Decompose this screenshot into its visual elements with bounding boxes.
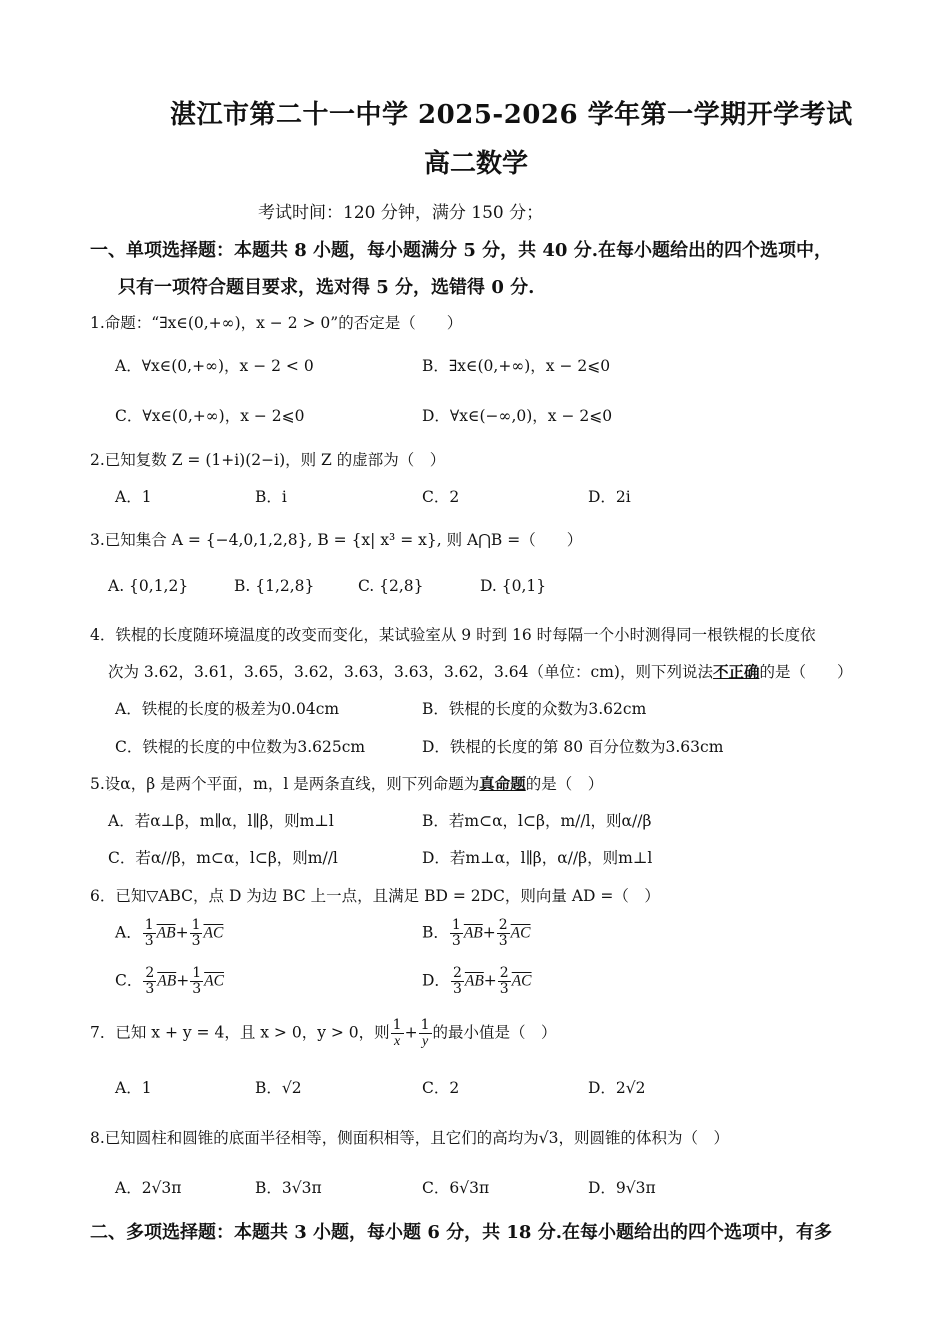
q6-option-c (115, 966, 224, 997)
q2-option-c: C．2 (422, 488, 460, 506)
q6-a-frac1 (143, 918, 156, 949)
q8-option-a: A．2√3π (115, 1179, 182, 1197)
q6-d-plus: + (483, 971, 497, 990)
q1-option-c: C．∀x∈(0,+∞)，x − 2⩽0 (115, 407, 305, 425)
q6-b-frac1-num: 1 (451, 917, 461, 933)
q5-option-a: A．若α⊥β，m∥α，l∥β，则m⊥l (108, 812, 334, 830)
section1-heading-line2: 只有一项符合题目要求，选对得 5 分，选错得 0 分. (118, 277, 535, 298)
q6-b-frac1-den: 3 (451, 933, 461, 949)
q6-c-frac2-num: 1 (192, 965, 202, 981)
q5-option-c: C．若α//β，m⊂α，l⊂β，则m//l (108, 849, 338, 867)
q5-stem (90, 772, 603, 794)
q6-d-frac1-den: 3 (452, 981, 462, 997)
q5-emphasis: 真命题 (479, 774, 526, 793)
q6-d-frac1-num: 2 (452, 965, 462, 981)
q7-stem-post: 的最小值是（ ） (432, 1023, 557, 1042)
q5-stem-pre: 5.设α，β 是两个平面，m，l 是两条直线，则下列命题为 (90, 775, 480, 793)
q6-c-label: C． (115, 971, 143, 990)
q6-b-frac1 (450, 918, 463, 949)
q6-c-vec1: $\overline{AB}$ (157, 972, 177, 990)
q5-stem-post: 的是（ ） (525, 775, 604, 793)
section1-heading-line1: 一、单项选择题：本题共 8 小题，每小题满分 5 分，共 40 分.在每小题给出的四个选项中， (90, 240, 832, 261)
q3-option-c: C. {2,8} (358, 577, 424, 595)
q4-option-c: C．铁棍的长度的中位数为3.625cm (115, 738, 366, 756)
q6-c-plus: + (176, 971, 190, 990)
q6-d-vec2: $\overline{AC}$ (511, 972, 532, 990)
q6-option-a (115, 918, 223, 949)
q2-option-d: D．2i (588, 488, 631, 506)
q4-emphasis: 不正确 (712, 662, 760, 681)
q7-frac1 (391, 1018, 404, 1049)
section2-heading-line1: 二、多项选择题：本题共 3 小题，每小题 6 分，共 18 分.在每小题给出的四个选项中，有多 (90, 1222, 832, 1243)
q6-a-frac2 (190, 918, 203, 949)
q1-option-a: A．∀x∈(0,+∞)，x − 2 < 0 (115, 357, 314, 375)
q7-stem-pre: 7．已知 x + y = 4，且 x > 0，y > 0，则 (90, 1023, 390, 1042)
subject-title: 高二数学 (424, 149, 529, 179)
q6-b-frac2 (497, 918, 510, 949)
q3-option-d: D. {0,1} (480, 577, 547, 595)
q5-option-b: B．若m⊂α，l⊂β，m//l，则α//β (422, 812, 652, 830)
q7-frac1-den: x (394, 1034, 401, 1049)
q7-option-d: D．2√2 (588, 1079, 646, 1097)
q6-b-label: B． (422, 923, 449, 942)
q7-frac2-num: 1 (420, 1017, 430, 1033)
q6-option-b (422, 918, 530, 949)
q6-a-vec1: $\overline{AB}$ (156, 924, 176, 942)
q7-option-b: B．√2 (255, 1079, 302, 1097)
q1-option-b: B．∃x∈(0,+∞)，x − 2⩽0 (422, 357, 611, 375)
q6-stem: 6．已知▽ABC，点 D 为边 BC 上一点，且满足 BD = 2DC，则向量 AD =（ ） (90, 887, 660, 905)
q4-stem-line2 (108, 660, 852, 682)
q7-option-a: A．1 (115, 1079, 152, 1097)
q7-stem (90, 1018, 557, 1049)
q3-stem: 3.已知集合 A = {−4,0,1,2,8}, B = {x| x³ = x}, 则 A⋂B =（ ） (90, 531, 583, 549)
q4-option-b: B．铁棍的长度的众数为3.62cm (422, 700, 647, 718)
q2-stem: 2.已知复数 Z = (1+i)(2−i)，则 Z 的虚部为（ ） (90, 451, 446, 469)
q4-stem-line1: 4．铁棍的长度随环境温度的改变而变化，某试验室从 9 时到 16 时每隔一个小时测得同一根铁棍的长度依 (90, 626, 816, 644)
q6-c-frac2 (190, 966, 203, 997)
q6-d-label: D． (422, 971, 450, 990)
q6-d-vec1: $\overline{AB}$ (464, 972, 484, 990)
q6-d-frac1 (451, 966, 464, 997)
q6-b-vec2: $\overline{AC}$ (510, 924, 531, 942)
q6-b-frac2-num: 2 (498, 917, 508, 933)
q6-c-vec2: $\overline{AC}$ (204, 972, 224, 990)
q4-line2-pre: 次为 3.62，3.61，3.65，3.62，3.63，3.63，3.62，3.64（单位：cm)，则下列说法 (108, 663, 713, 681)
q7-frac2 (419, 1018, 432, 1049)
q7-frac1-num: 1 (392, 1017, 402, 1033)
q6-a-frac1-num: 1 (144, 917, 154, 933)
q1-option-d: D．∀x∈(−∞,0)，x − 2⩽0 (422, 407, 613, 425)
q6-b-vec1: $\overline{AB}$ (463, 924, 483, 942)
q8-option-d: D．9√3π (588, 1179, 656, 1197)
q4-option-a: A．铁棍的长度的极差为0.04cm (115, 700, 340, 718)
q6-d-frac2 (498, 966, 511, 997)
q6-c-frac1-den: 3 (145, 981, 155, 997)
q6-a-label: A． (115, 923, 142, 942)
q6-d-frac2-num: 2 (499, 965, 509, 981)
q6-a-plus: + (175, 923, 189, 942)
q8-option-c: C．6√3π (422, 1179, 490, 1197)
q6-c-frac2-den: 3 (192, 981, 202, 997)
q6-b-plus: + (482, 923, 496, 942)
q6-d-frac2-den: 3 (499, 981, 509, 997)
exam-info: 考试时间：120 分钟，满分 150 分； (258, 203, 544, 223)
q7-plus: + (404, 1023, 418, 1042)
q6-a-vec2: $\overline{AC}$ (203, 924, 224, 942)
q2-option-b: B．i (255, 488, 287, 506)
q3-option-a: A. {0,1,2} (108, 577, 189, 595)
q3-option-b: B. {1,2,8} (234, 577, 315, 595)
q7-frac2-den: y (421, 1034, 429, 1049)
exam-title: 湛江市第二十一中学 2025-2026 学年第一学期开学考试 (170, 100, 853, 130)
q6-b-frac2-den: 3 (498, 933, 508, 949)
q6-c-frac1 (143, 966, 156, 997)
q6-a-frac2-num: 1 (191, 917, 201, 933)
q4-line2-post: 的是（ ） (759, 663, 853, 681)
q5-option-d: D．若m⊥α，l∥β，α//β，则m⊥l (422, 849, 653, 867)
q8-option-b: B．3√3π (255, 1179, 322, 1197)
q2-option-a: A．1 (115, 488, 152, 506)
q6-a-frac1-den: 3 (144, 933, 154, 949)
q1-stem: 1.命题：“∃x∈(0,+∞)，x − 2 > 0”的否定是（ ） (90, 314, 463, 332)
q6-option-d (422, 966, 532, 997)
q4-option-d: D．铁棍的长度的第 80 百分位数为3.63cm (422, 738, 724, 756)
q7-option-c: C．2 (422, 1079, 460, 1097)
q6-c-frac1-num: 2 (145, 965, 155, 981)
q6-a-frac2-den: 3 (191, 933, 201, 949)
q8-stem: 8.已知圆柱和圆锥的底面半径相等，侧面积相等，且它们的高均为√3，则圆锥的体积为（ ） (90, 1129, 730, 1147)
